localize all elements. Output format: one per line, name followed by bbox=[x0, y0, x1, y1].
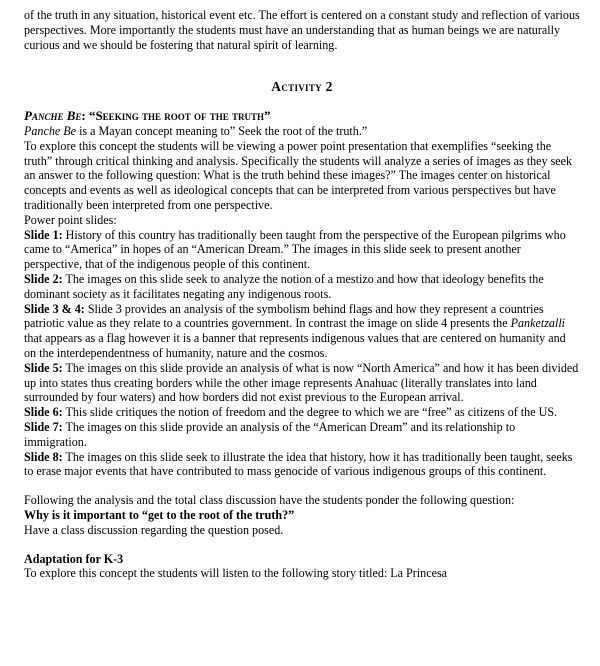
slide-1-text: History of this country has traditionally been taught from the perspective of the European pilgrims who came to “America” in hopes of an “American Dream.” The images in this slide seek to present another perspective, that of the indigenous people of this continent. bbox=[24, 227, 566, 272]
concept-definition: is a Mayan concept meaning to” Seek the root of the truth.” bbox=[76, 123, 368, 138]
panketzalli-term: Panketzalli bbox=[510, 316, 566, 331]
slide-6 bbox=[24, 405, 580, 420]
slide-7-label: Slide 7: bbox=[24, 419, 63, 434]
slide-8 bbox=[24, 450, 580, 480]
concept-term: Panche Be bbox=[24, 123, 77, 138]
section-title-rest: : “Seeking the root of the truth” bbox=[81, 108, 271, 124]
slide-3-4 bbox=[24, 302, 580, 361]
slide-7-text: The images on this slide provide an analysis of the “American Dream” and its relationship to immigration. bbox=[24, 419, 516, 449]
slide-5-text: The images on this slide provide an analysis of what is now “North America” and how it has been divided up into states thus creating borders while the other image represents Anahuac (literally translates into land surrounded by four waters) and how borders did not exist previous to the European arrival. bbox=[24, 360, 579, 405]
slide-3-4-text-cont: that appears as a flag however it is a banner that represents indigenous values that are centered on humanity and on the interdependentness of humanity, nature and the cosmos. bbox=[24, 331, 566, 360]
slide-1-label: Slide 1: bbox=[24, 227, 63, 242]
slide-2-label: Slide 2: bbox=[24, 271, 63, 286]
adaptation-text: To explore this concept the students will listen to the following story titled: La Princesa bbox=[24, 566, 448, 581]
slide-3-4-label: Slide 3 & 4: bbox=[24, 301, 85, 316]
slide-5-label: Slide 5: bbox=[24, 360, 63, 375]
slide-8-label: Slide 8: bbox=[24, 449, 63, 464]
activity-heading: Activity 2 bbox=[271, 79, 333, 95]
slide-5 bbox=[24, 361, 580, 405]
section-title-italic: Panche Be bbox=[24, 108, 82, 124]
slide-6-text: This slide critiques the notion of freedom and the degree to which we are “free” as citizens of the US. bbox=[62, 405, 558, 420]
section-title bbox=[24, 109, 580, 124]
discussion-line: Have a class discussion regarding the question posed. bbox=[24, 522, 284, 537]
slide-2 bbox=[24, 272, 580, 302]
explore-paragraph: To explore this concept the students will be viewing a power point presentation that exemplifies “seeking the truth” through critical thinking and analysis. Specifically the students will analyze a series of images as they seek an answer to the following question: What is the truth behind these images?” The images center on historical concepts and events as well as ideological concepts that can be interpreted from various perspectives but have traditionally been interpreted from one perspective. bbox=[24, 138, 573, 212]
concept-line bbox=[24, 124, 580, 139]
slides-label: Power point slides: bbox=[24, 212, 117, 227]
slide-3-4-text: Slide 3 provides an analysis of the symbolism behind flags and how they represent a countries patriotic value as they relate to a countries government. In contrast the image on slide 4 presents the bbox=[24, 301, 544, 331]
slide-6-label: Slide 6: bbox=[24, 405, 63, 420]
slide-8-text: The images on this slide seek to illustrate the idea that history, how it has traditionally been taught, seeks to erase major events that have contributed to mass genocide of various indigenous groups of this continent. bbox=[24, 449, 573, 479]
following-paragraph: Following the analysis and the total class discussion have the students ponder the following question: bbox=[24, 493, 515, 508]
slide-7 bbox=[24, 420, 580, 450]
document-page bbox=[24, 8, 580, 581]
key-question: Why is it important to “get to the root of the truth?” bbox=[24, 507, 295, 522]
adaptation-heading: Adaptation for K-3 bbox=[24, 551, 124, 566]
intro-paragraph: of the truth in any situation, historical event etc. The effort is centered on a constant study and reflection of various perspectives. More importantly the students must have an understanding that as human beings we are naturally curious and we should be fostering that natural spirit of learning. bbox=[24, 8, 580, 52]
slide-1 bbox=[24, 228, 580, 272]
slide-2-text: The images on this slide seek to analyze the notion of a mestizo and how that ideology benefits the dominant society as it facilitates negating any indigenous roots. bbox=[24, 271, 544, 301]
